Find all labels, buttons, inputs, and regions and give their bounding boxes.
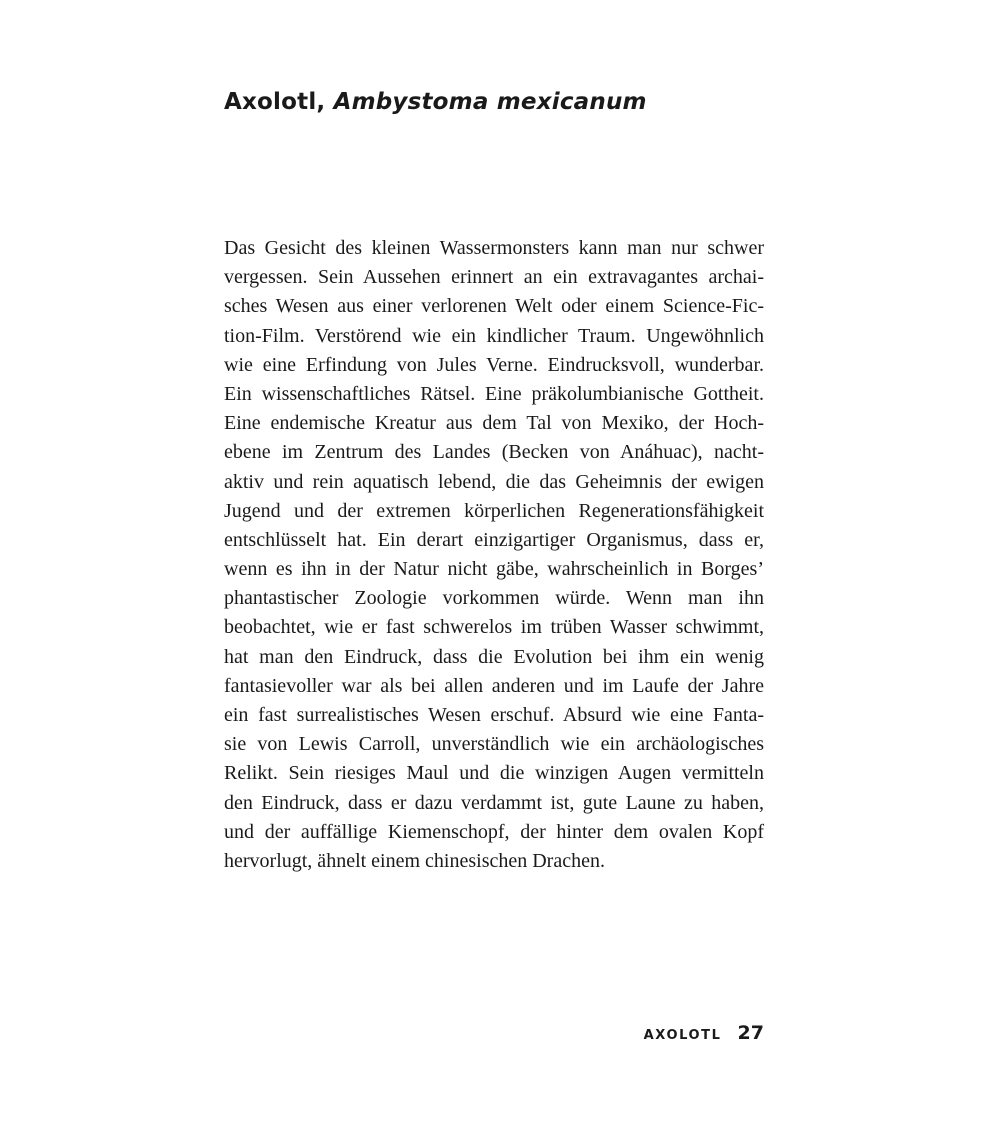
text-line: fantasievoller war als bei allen anderen und im Laufe der Jahre bbox=[224, 674, 764, 697]
page-footer bbox=[644, 1022, 764, 1044]
text-line: beobachtet, wie er fast schwerelos im trüben Wasser schwimmt, bbox=[224, 616, 764, 639]
text-line: sches Wesen aus einer verlorenen Welt oder einem Science-Fic- bbox=[224, 295, 764, 318]
text-line: ein fast surrealistisches Wesen erschuf. Absurd wie eine Fanta- bbox=[224, 704, 764, 726]
chapter-heading bbox=[224, 86, 647, 118]
text-line-last: hervorlugt, ähnelt einem chinesischen Drachen. bbox=[224, 849, 605, 872]
text-line: vergessen. Sein Aussehen erinnert an ein extravagantes archai- bbox=[224, 266, 764, 289]
text-line: Jugend und der extremen körperlichen Regenerationsfähigkeit bbox=[224, 499, 764, 522]
text-line: den Eindruck, dass er dazu verdammt ist, gute Laune zu haben, bbox=[224, 791, 764, 814]
text-line: hat man den Eindruck, dass die Evolution bei ihm ein wenig bbox=[224, 645, 764, 668]
text-line: Das Gesicht des kleinen Wassermonsters kann man nur schwer bbox=[224, 237, 764, 259]
text-line: wie eine Erfindung von Jules Verne. Eindrucksvoll, wunderbar. bbox=[224, 353, 764, 376]
page-number: 27 bbox=[737, 1022, 764, 1044]
text-line: und der auffällige Kiemenschopf, der hinter dem ovalen Kopf bbox=[224, 820, 764, 843]
text-line: Ein wissenschaftliches Rätsel. Eine präkolumbianische Gottheit. bbox=[224, 382, 764, 405]
running-head: AXOLOTL bbox=[643, 1028, 722, 1043]
text-line: wenn es ihn in der Natur nicht gäbe, wahrscheinlich in Borges’ bbox=[224, 558, 764, 581]
text-line: Relikt. Sein riesiges Maul und die winzigen Augen vermitteln bbox=[224, 762, 764, 785]
text-line: aktiv und rein aquatisch lebend, die das Geheimnis der ewigen bbox=[224, 470, 764, 493]
text-line: entschlüsselt hat. Ein derart einzigartiger Organismus, dass er, bbox=[224, 528, 764, 551]
text-line: ebene im Zentrum des Landes (Becken von Anáhuac), nacht- bbox=[224, 441, 764, 464]
heading-common-name: Axolotl, bbox=[224, 89, 326, 115]
text-line: tion-Film. Verstörend wie ein kindlicher Traum. Ungewöhnlich bbox=[224, 324, 764, 347]
text-line: sie von Lewis Carroll, unverständlich wie ein archäologisches bbox=[224, 733, 764, 756]
text-line: phantastischer Zoologie vorkommen würde. Wenn man ihn bbox=[224, 587, 764, 610]
heading-scientific-name: Ambystoma mexicanum bbox=[333, 89, 647, 115]
body-paragraph bbox=[224, 234, 764, 876]
text-line: Eine endemische Kreatur aus dem Tal von Mexiko, der Hoch- bbox=[224, 412, 764, 435]
